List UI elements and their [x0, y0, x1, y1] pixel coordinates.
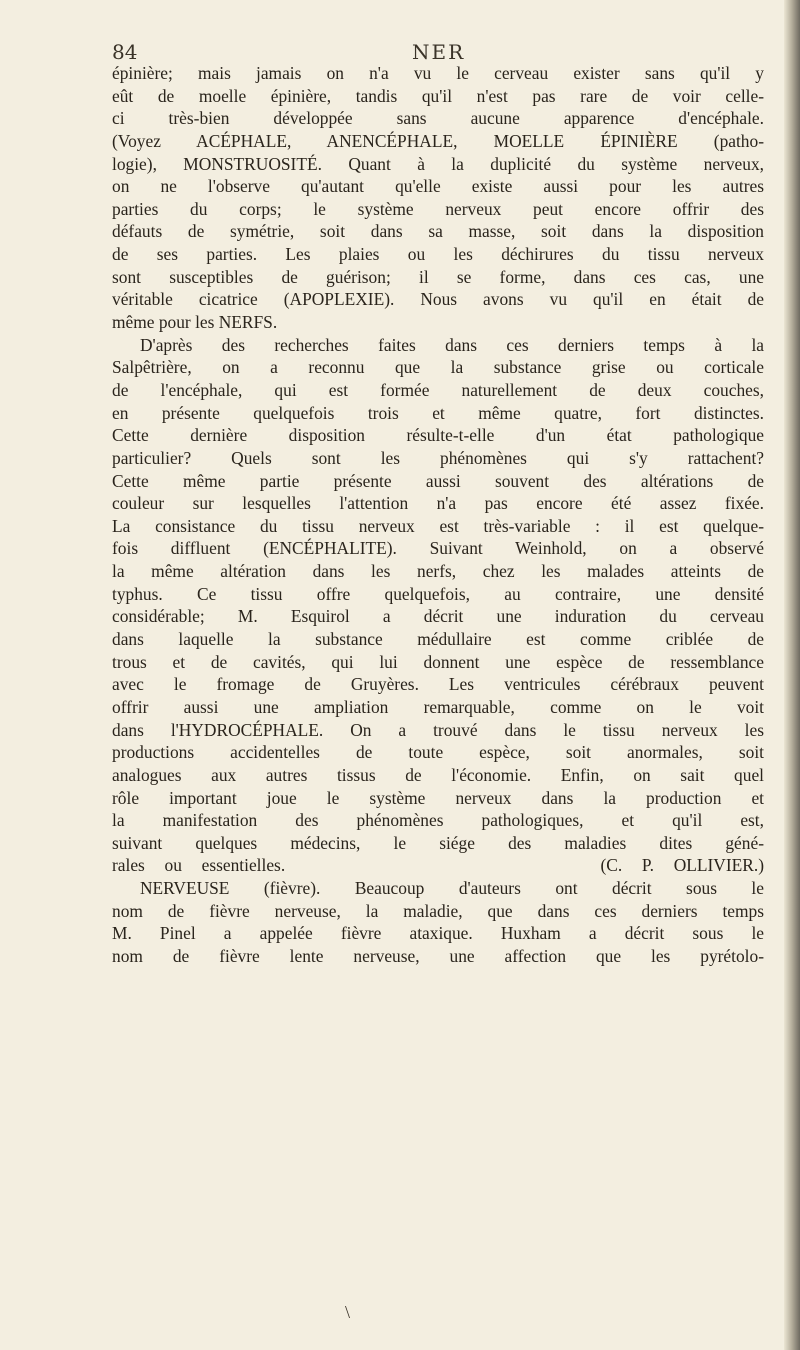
- text-line: couleur sur lesquelles l'attention n'a pas encore été assez fixée.: [112, 493, 764, 514]
- text-line: NERVEUSE (fièvre). Beaucoup d'auteurs ont décrit sous le: [140, 878, 764, 899]
- text-line: avec le fromage de Gruyères. Les ventricules cérébraux peuvent: [112, 674, 764, 695]
- text-line: rôle important joue le système nerveux dans la production et: [112, 787, 764, 808]
- text-line: considérable; M. Esquirol a décrit une induration du cerveau: [112, 606, 764, 627]
- text-line: la même altération dans les nerfs, chez les malades atteints de: [112, 561, 764, 582]
- page-number: 84: [112, 40, 138, 64]
- text-line: nom de fièvre nerveuse, la maladie, que dans ces derniers temps: [112, 900, 764, 921]
- text-line: productions accidentelles de toute espèce, soit anormales, soit: [112, 742, 764, 763]
- text-line: en présente quelquefois trois et même quatre, fort distinctes.: [112, 402, 764, 423]
- running-headword: NER: [412, 40, 466, 64]
- footer-mark: \: [345, 1302, 351, 1322]
- text-line: trous et de cavités, qui lui donnent une espèce de ressemblance: [112, 651, 764, 672]
- text-line: offrir aussi une ampliation remarquable, comme on le voit: [112, 696, 764, 717]
- text-line: épinière; mais jamais on n'a vu le cerveau exister sans qu'il y: [112, 63, 764, 83]
- text-line: Cette dernière disposition résulte-t-elle d'un état pathologique: [112, 425, 764, 446]
- text-line: logie), MONSTRUOSITÉ. Quant à la duplicité du système nerveux,: [112, 153, 764, 174]
- text-line: sont susceptibles de guérison; il se forme, dans ces cas, une: [112, 266, 764, 287]
- text-line: La consistance du tissu nerveux est très-variable : il est quelque-: [112, 515, 764, 536]
- text-line: dans laquelle la substance médullaire est comme criblée de: [112, 629, 764, 650]
- text-line: véritable cicatrice (APOPLEXIE). Nous avons vu qu'il en était de: [112, 289, 764, 310]
- text-line: ci très-bien développée sans aucune apparence d'encéphale.: [112, 108, 764, 129]
- text-line: la manifestation des phénomènes pathologiques, et qu'il est,: [112, 810, 764, 831]
- page-edge-shadow: [784, 0, 800, 1350]
- text-line: dans l'HYDROCÉPHALE. On a trouvé dans le tissu nerveux les: [112, 719, 764, 740]
- text-line: Salpêtrière, on a reconnu que la substance grise ou corticale: [112, 357, 764, 378]
- author-signature-line: rales ou essentielles. (C. P. OLLIVIER.): [112, 855, 764, 876]
- text-line: défauts de symétrie, soit dans sa masse, soit dans la disposition: [112, 221, 764, 242]
- body-text: [112, 62, 764, 968]
- text-line: de l'encéphale, qui est formée naturellement de deux couches,: [112, 379, 764, 400]
- text-line: nom de fièvre lente nerveuse, une affection que les pyrétolo-: [112, 945, 764, 966]
- text-line: D'après des recherches faites dans ces derniers temps à la: [140, 334, 764, 355]
- text-line: parties du corps; le système nerveux peut encore offrir des: [112, 198, 764, 219]
- text-line: même pour les NERFS.: [112, 312, 278, 333]
- text-line: fois diffluent (ENCÉPHALITE). Suivant Weinhold, on a observé: [112, 538, 764, 559]
- text-line: analogues aux autres tissus de l'économie. Enfin, on sait quel: [112, 764, 764, 785]
- text-line: M. Pinel a appelée fièvre ataxique. Huxham a décrit sous le: [112, 923, 764, 944]
- text-line: de ses parties. Les plaies ou les déchirures du tissu nerveux: [112, 244, 764, 265]
- text-line: typhus. Ce tissu offre quelquefois, au contraire, une densité: [112, 583, 764, 604]
- text-line: particulier? Quels sont les phénomènes qui s'y rattachent?: [112, 447, 764, 468]
- text-line: Cette même partie présente aussi souvent des altérations de: [112, 470, 764, 491]
- text-line: eût de moelle épinière, tandis qu'il n'est pas rare de voir celle-: [112, 85, 764, 106]
- text-line: on ne l'observe qu'autant qu'elle existe aussi pour les autres: [112, 176, 764, 197]
- text-line: suivant quelques médecins, le siége des maladies dites géné-: [112, 832, 764, 853]
- text-line: (Voyez ACÉPHALE, ANENCÉPHALE, MOELLE ÉPINIÈRE (patho-: [112, 130, 764, 151]
